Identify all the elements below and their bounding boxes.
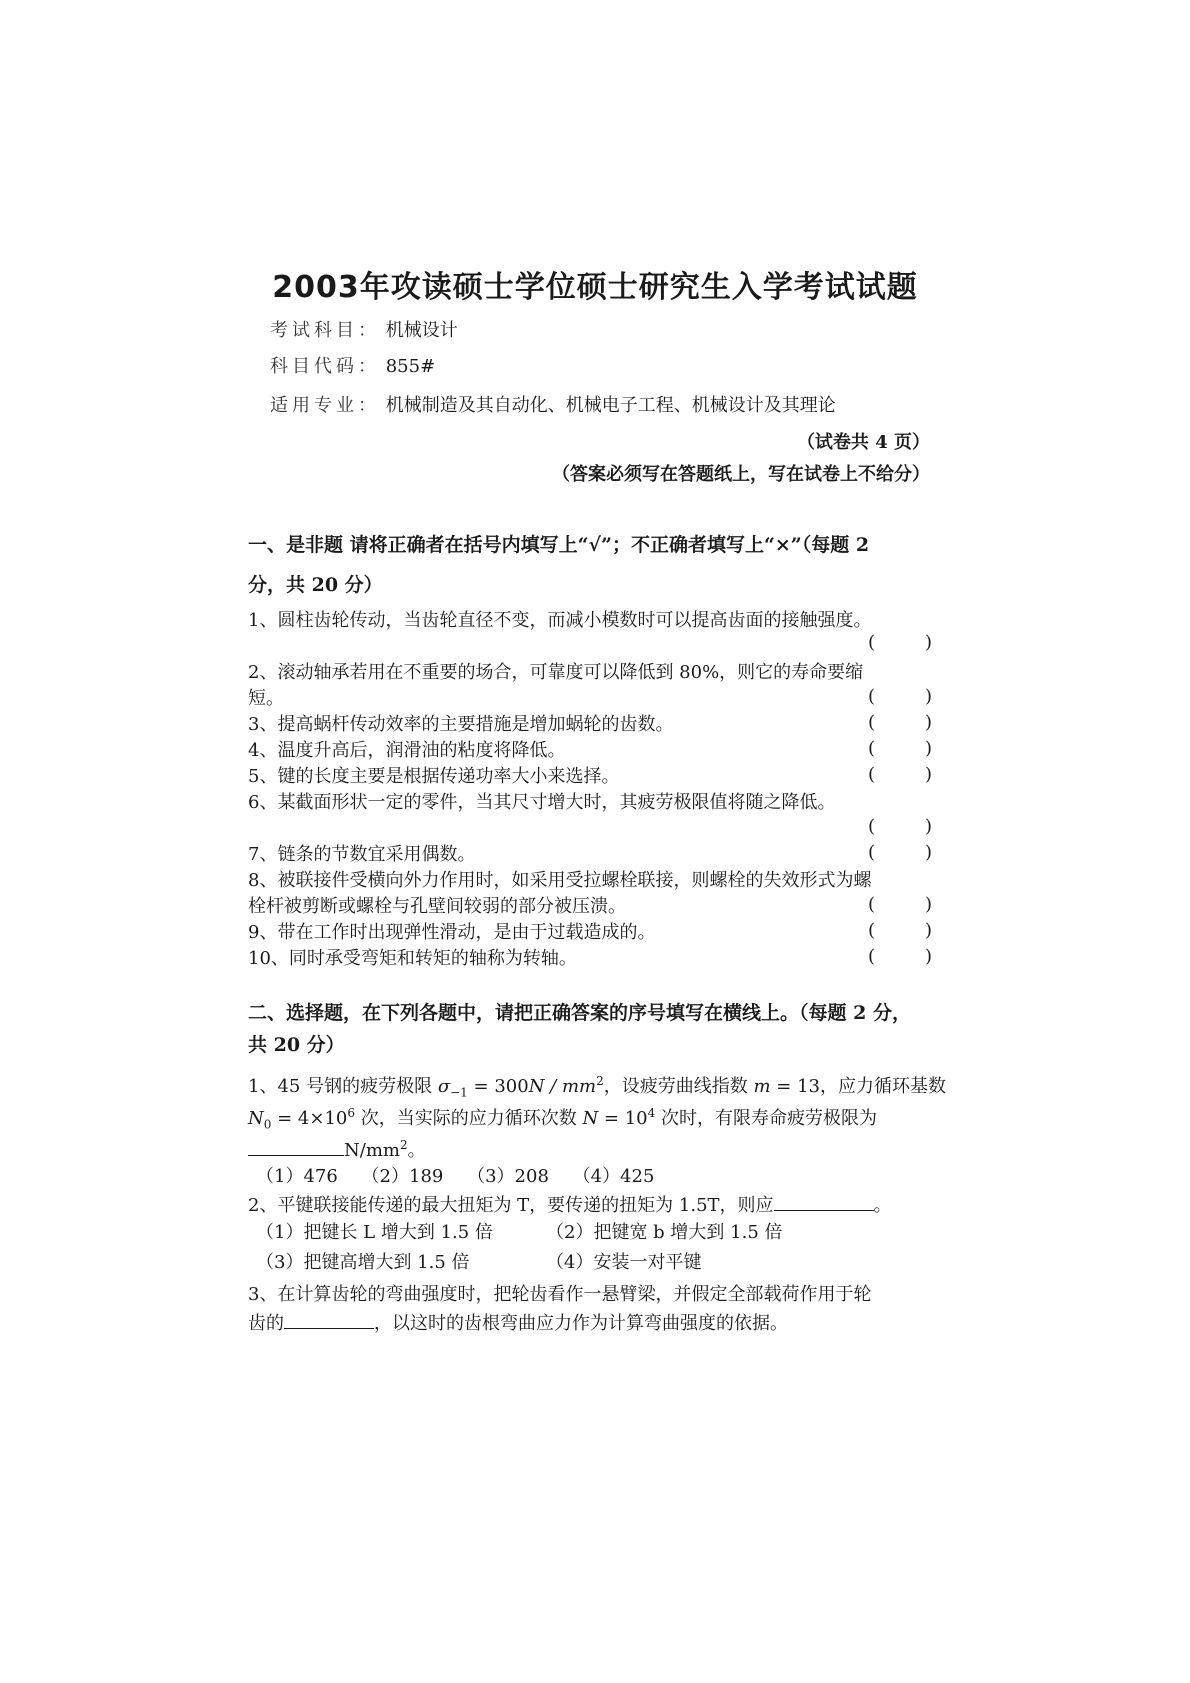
answer-blank-3[interactable]: [284, 1310, 374, 1329]
answer-note: （答案必须写在答题纸上，写在试卷上不给分）: [552, 464, 930, 485]
exam-title: 2003年攻读硕士学位硕士研究生入学考试试题: [272, 270, 918, 305]
major-value: 机械制造及其自动化、机械电子工程、机械设计及其理论: [385, 395, 836, 416]
tf-question-3: 3、提高蜗杆传动效率的主要措施是增加蜗轮的齿数。: [248, 714, 674, 735]
answer-paren-7: ( ): [868, 842, 932, 863]
subject-row: [270, 316, 458, 342]
mc-question-3: 3、在计算齿轮的弯曲强度时，把轮齿看作一悬臂梁，并假定全部载荷作用于轮: [248, 1284, 872, 1305]
option-1: （1）476: [256, 1166, 338, 1187]
mc-question-1-blank-line: $N/mm^2$。: [248, 1132, 928, 1164]
tf-question-8: 8、被联接件受横向外力作用时，如采用受拉螺栓联接，则螺栓的失效形式为螺: [248, 870, 872, 891]
tf-question-7: 7、链条的节数宜采用偶数。: [248, 844, 476, 865]
mc-question-1-options: [248, 1164, 928, 1190]
answer-paren-2: ( ): [868, 686, 932, 707]
tf-question-9: 9、带在工作时出现弹性滑动，是由于过载造成的。: [248, 922, 656, 943]
major-row: [270, 391, 836, 417]
pages-note: （试卷共 4 页）: [796, 432, 930, 453]
section2-heading: 二、选择题，在下列各题中，请把正确答案的序号填写在横线上。（每题 2 分，: [248, 1002, 911, 1024]
option-4: （4）425: [572, 1166, 655, 1187]
mc-question-1: 1、45 号钢的疲劳极限 $\sigma_{-1} = 300N / mm^2$，设疲劳曲线指数 m = 13，应力循环基数: [248, 1074, 946, 1100]
code-value: 855#: [385, 356, 436, 377]
tf-question-2: 2、滚动轴承若用在不重要的场合，可靠度可以降低到 80%，则它的寿命要缩: [248, 662, 864, 683]
subject-value: 机械设计: [385, 320, 458, 341]
answer-paren-6: ( ): [868, 816, 932, 837]
tf-question-10: 10、同时承受弯矩和转矩的轴称为转轴。: [248, 948, 577, 969]
code-row: [270, 352, 435, 378]
answer-paren-8: ( ): [868, 894, 932, 915]
option-2: （2）189: [361, 1166, 444, 1187]
section2-heading-cont: 共 20 分）: [248, 1034, 345, 1056]
mc-question-3-cont: 齿的 ，以这时的齿根弯曲应力作为计算弯曲强度的依据。: [248, 1310, 928, 1337]
option-1: （1）把键长 L 增大到 1.5 倍: [256, 1222, 493, 1243]
subject-label: 考试科目：: [270, 320, 380, 341]
answer-paren-3: ( ): [868, 712, 932, 733]
answer-paren-9: ( ): [868, 920, 932, 941]
answer-paren-4: ( ): [868, 738, 932, 759]
option-3: （3）把键高增大到 1.5 倍: [256, 1252, 470, 1273]
tf-question-1: 1、圆柱齿轮传动，当齿轮直径不变，而减小模数时可以提高齿面的接触强度。: [248, 610, 872, 631]
mc-question-2-options-b: [248, 1250, 928, 1276]
tf-question-2-cont: 短。: [248, 688, 284, 709]
answer-blank-1[interactable]: [248, 1137, 344, 1156]
major-label: 适用专业：: [270, 395, 380, 416]
option-2: （2）把键宽 b 增大到 1.5 倍: [546, 1222, 783, 1243]
answer-paren-5: ( ): [868, 764, 932, 785]
option-3: （3）208: [467, 1166, 549, 1187]
tf-question-5: 5、键的长度主要是根据传递功率大小来选择。: [248, 766, 620, 787]
answer-blank-2[interactable]: [774, 1192, 874, 1211]
mc-question-1-cont: $N_0 = 4\times 10^6$ 次，当实际的应力循环次数 $N = 10^4$ 次时，有限寿命疲劳极限为: [248, 1106, 878, 1132]
mc-question-2-options-a: [248, 1220, 928, 1246]
tf-question-8-cont: 栓杆被剪断或螺栓与孔壁间较弱的部分被压溃。: [248, 896, 626, 917]
section1-heading-cont: 分，共 20 分）: [248, 574, 383, 596]
code-label: 科目代码：: [270, 356, 380, 377]
mc-question-2: 2、平键联接能传递的最大扭矩为 T，要传递的扭矩为 1.5T，则应 。: [248, 1192, 928, 1219]
answer-paren-10: ( ): [868, 946, 932, 967]
tf-question-6: 6、某截面形状一定的零件，当其尺寸增大时，其疲劳极限值将随之降低。: [248, 792, 836, 813]
option-4: （4）安装一对平键: [546, 1252, 702, 1273]
tf-question-4: 4、温度升高后，润滑油的粘度将降低。: [248, 740, 566, 761]
answer-paren-1: ( ): [868, 632, 932, 653]
section1-heading: 一、是非题 请将正确者在括号内填写上“√”；不正确者填写上“×”（每题 2: [248, 534, 870, 556]
